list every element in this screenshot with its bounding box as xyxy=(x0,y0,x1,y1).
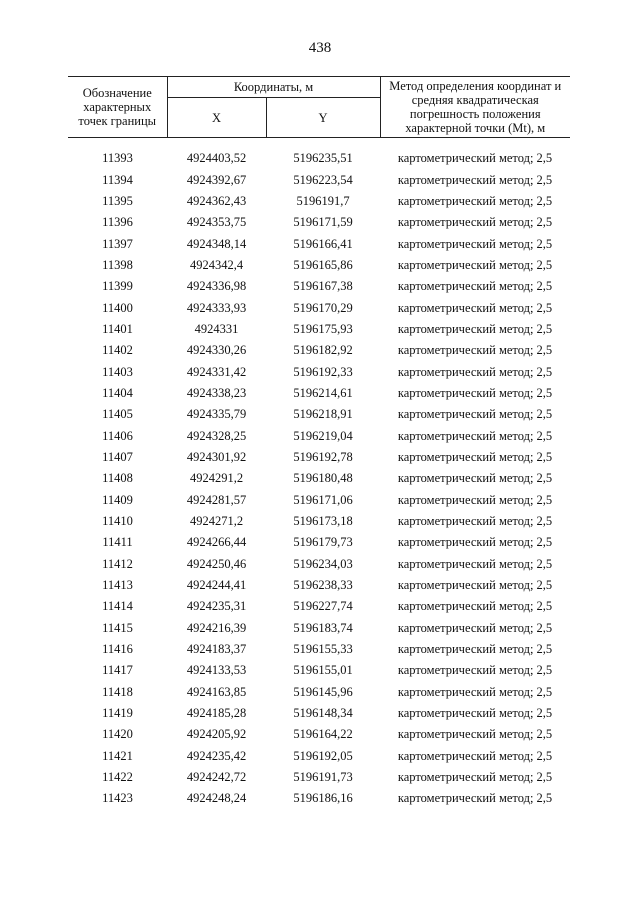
table-row xyxy=(68,575,570,596)
method-cell: картометрический метод; 2,5 xyxy=(397,364,553,379)
y-coordinate-cell: 5196155,01 xyxy=(293,663,353,678)
point-id-cell: 11420 xyxy=(102,727,133,742)
point-id-cell: 11406 xyxy=(102,428,133,443)
x-coordinate-cell: 4924163,85 xyxy=(186,684,247,699)
y-coordinate-cell: 5196191,73 xyxy=(293,770,353,785)
table-row xyxy=(68,660,570,681)
method-cell: картометрический метод; 2,5 xyxy=(397,407,553,422)
table-row xyxy=(68,233,570,254)
method-cell: картометрический метод; 2,5 xyxy=(397,257,553,272)
table-header xyxy=(68,77,570,138)
y-coordinate-cell: 5196223,54 xyxy=(293,172,353,187)
point-id-cell: 11404 xyxy=(102,385,133,400)
method-cell: картометрический метод; 2,5 xyxy=(397,449,553,464)
method-cell: картометрический метод; 2,5 xyxy=(397,343,553,358)
method-cell: картометрический метод; 2,5 xyxy=(397,706,553,721)
point-id-cell: 11393 xyxy=(102,151,133,166)
point-id-cell: 11419 xyxy=(102,706,133,721)
point-id-cell: 11402 xyxy=(102,343,133,358)
y-coordinate-cell: 5196170,29 xyxy=(293,300,353,315)
table-row xyxy=(68,618,570,639)
x-coordinate-cell: 4924242,72 xyxy=(186,770,247,785)
x-coordinate-cell: 4924362,43 xyxy=(186,193,247,208)
y-coordinate-cell: 5196234,03 xyxy=(293,556,353,571)
table-row xyxy=(68,639,570,660)
y-coordinate-cell: 5196219,04 xyxy=(293,428,353,443)
table-row xyxy=(68,703,570,724)
point-id-cell: 11399 xyxy=(102,279,133,294)
table-row xyxy=(68,425,570,446)
point-id-cell: 11409 xyxy=(102,492,133,507)
method-cell: картометрический метод; 2,5 xyxy=(397,236,553,251)
method-cell: картометрический метод; 2,5 xyxy=(397,172,553,187)
method-cell: картометрический метод; 2,5 xyxy=(397,578,553,593)
method-cell: картометрический метод; 2,5 xyxy=(397,556,553,571)
y-coordinate-cell: 5196173,18 xyxy=(293,514,353,529)
table-row xyxy=(68,169,570,190)
x-coordinate-cell: 4924266,44 xyxy=(186,535,247,550)
table-row xyxy=(68,490,570,511)
y-coordinate-cell: 5196183,74 xyxy=(293,620,353,635)
table-row xyxy=(68,255,570,276)
point-column-header: Обозначение характерных точек границы xyxy=(68,77,167,138)
method-cell: картометрический метод; 2,5 xyxy=(397,428,553,443)
table-row xyxy=(68,212,570,233)
x-coordinate-cell: 4924331 xyxy=(194,321,239,336)
table-row xyxy=(68,724,570,745)
y-coordinate-cell: 5196165,86 xyxy=(293,257,353,272)
y-coordinate-cell: 5196167,38 xyxy=(293,279,353,294)
coordinates-table xyxy=(68,76,570,810)
point-id-cell: 11410 xyxy=(102,514,133,529)
y-column-header: Y xyxy=(266,98,380,138)
point-id-cell: 11422 xyxy=(102,770,133,785)
x-coordinate-cell: 4924348,14 xyxy=(186,236,247,251)
table-row xyxy=(68,554,570,575)
table-row xyxy=(68,596,570,617)
point-id-cell: 11394 xyxy=(102,172,133,187)
x-coordinate-cell: 4924216,39 xyxy=(186,620,247,635)
point-id-cell: 11396 xyxy=(102,215,133,230)
table-row xyxy=(68,682,570,703)
x-coordinate-cell: 4924205,92 xyxy=(186,727,247,742)
coords-column-header: Координаты, м xyxy=(167,77,380,98)
table-row xyxy=(68,276,570,297)
x-coordinate-cell: 4924331,42 xyxy=(186,364,247,379)
table-row xyxy=(68,532,570,553)
method-cell: картометрический метод; 2,5 xyxy=(397,385,553,400)
method-cell: картометрический метод; 2,5 xyxy=(397,193,553,208)
x-coordinate-cell: 4924333,93 xyxy=(186,300,247,315)
y-coordinate-cell: 5196214,61 xyxy=(293,385,353,400)
x-coordinate-cell: 4924183,37 xyxy=(186,642,247,657)
point-id-cell: 11416 xyxy=(102,642,133,657)
x-coordinate-cell: 4924185,28 xyxy=(186,706,247,721)
y-coordinate-cell: 5196218,91 xyxy=(293,407,353,422)
table-row xyxy=(68,404,570,425)
x-coordinate-cell: 4924392,67 xyxy=(186,172,247,187)
table-row xyxy=(68,788,570,809)
point-id-cell: 11417 xyxy=(102,663,133,678)
x-coordinate-cell: 4924336,98 xyxy=(186,279,247,294)
method-column-header: Метод определения координат и средняя квадратическая погрешность положения характерной точки (Mt), м xyxy=(380,77,570,138)
point-id-cell: 11401 xyxy=(102,321,133,336)
method-cell: картометрический метод; 2,5 xyxy=(397,514,553,529)
y-coordinate-cell: 5196155,33 xyxy=(293,642,353,657)
point-id-cell: 11408 xyxy=(102,471,133,486)
method-cell: картометрический метод; 2,5 xyxy=(397,770,553,785)
x-coordinate-cell: 4924330,26 xyxy=(186,343,247,358)
x-coordinate-cell: 4924248,24 xyxy=(186,791,247,806)
y-coordinate-cell: 5196192,05 xyxy=(293,748,353,763)
x-coordinate-cell: 4924342,4 xyxy=(189,257,244,272)
method-cell: картометрический метод; 2,5 xyxy=(397,300,553,315)
table-row xyxy=(68,767,570,788)
method-cell: картометрический метод; 2,5 xyxy=(397,535,553,550)
point-id-cell: 11423 xyxy=(102,791,133,806)
table-row xyxy=(68,511,570,532)
x-coordinate-cell: 4924235,42 xyxy=(186,748,247,763)
table-row xyxy=(68,746,570,767)
y-coordinate-cell: 5196179,73 xyxy=(293,535,353,550)
y-coordinate-cell: 5196171,59 xyxy=(293,215,353,230)
y-coordinate-cell: 5196166,41 xyxy=(293,236,353,251)
y-coordinate-cell: 5196171,06 xyxy=(293,492,353,507)
method-cell: картометрический метод; 2,5 xyxy=(397,620,553,635)
y-coordinate-cell: 5196227,74 xyxy=(293,599,353,614)
x-coordinate-cell: 4924133,53 xyxy=(186,663,247,678)
table-row xyxy=(68,361,570,382)
y-coordinate-cell: 5196238,33 xyxy=(293,578,353,593)
y-coordinate-cell: 5196182,92 xyxy=(293,343,353,358)
x-coordinate-cell: 4924335,79 xyxy=(186,407,247,422)
point-id-cell: 11407 xyxy=(102,449,133,464)
table-row xyxy=(68,319,570,340)
method-cell: картометрический метод; 2,5 xyxy=(397,748,553,763)
y-coordinate-cell: 5196186,16 xyxy=(293,791,353,806)
point-id-cell: 11405 xyxy=(102,407,133,422)
x-coordinate-cell: 4924328,25 xyxy=(186,428,247,443)
point-id-cell: 11421 xyxy=(102,748,133,763)
method-cell: картометрический метод; 2,5 xyxy=(397,215,553,230)
table-row xyxy=(68,468,570,489)
y-coordinate-cell: 5196180,48 xyxy=(293,471,353,486)
y-coordinate-cell: 5196191,7 xyxy=(296,193,350,208)
x-coordinate-cell: 4924244,41 xyxy=(186,578,247,593)
x-column-header: X xyxy=(167,98,266,138)
method-cell: картометрический метод; 2,5 xyxy=(397,727,553,742)
y-coordinate-cell: 5196235,51 xyxy=(293,151,353,166)
y-coordinate-cell: 5196192,78 xyxy=(293,449,353,464)
method-cell: картометрический метод; 2,5 xyxy=(397,663,553,678)
method-cell: картометрический метод; 2,5 xyxy=(397,642,553,657)
y-coordinate-cell: 5196164,22 xyxy=(293,727,353,742)
x-coordinate-cell: 4924301,92 xyxy=(186,449,247,464)
table-row xyxy=(68,297,570,318)
table-row xyxy=(68,383,570,404)
method-cell: картометрический метод; 2,5 xyxy=(397,151,553,166)
x-coordinate-cell: 4924281,57 xyxy=(186,492,247,507)
table-row xyxy=(68,148,570,169)
point-id-cell: 11415 xyxy=(102,620,133,635)
point-id-cell: 11398 xyxy=(102,257,133,272)
x-coordinate-cell: 4924250,46 xyxy=(186,556,247,571)
page-number: 438 xyxy=(308,40,332,56)
x-coordinate-cell: 4924403,52 xyxy=(186,151,247,166)
y-coordinate-cell: 5196192,33 xyxy=(293,364,353,379)
x-coordinate-cell: 4924353,75 xyxy=(186,215,247,230)
method-cell: картометрический метод; 2,5 xyxy=(397,471,553,486)
table-row xyxy=(68,340,570,361)
point-id-cell: 11413 xyxy=(102,578,133,593)
x-coordinate-cell: 4924291,2 xyxy=(189,471,244,486)
method-cell: картометрический метод; 2,5 xyxy=(397,791,553,806)
x-coordinate-cell: 4924338,23 xyxy=(186,385,247,400)
method-cell: картометрический метод; 2,5 xyxy=(397,321,553,336)
method-cell: картометрический метод; 2,5 xyxy=(397,492,553,507)
point-id-cell: 11412 xyxy=(102,556,133,571)
method-cell: картометрический метод; 2,5 xyxy=(397,599,553,614)
table-row xyxy=(68,191,570,212)
table-row xyxy=(68,447,570,468)
point-id-cell: 11418 xyxy=(102,684,133,699)
point-id-cell: 11400 xyxy=(102,300,133,315)
point-id-cell: 11411 xyxy=(102,535,133,550)
method-cell: картометрический метод; 2,5 xyxy=(397,279,553,294)
point-id-cell: 11414 xyxy=(102,599,133,614)
point-id-cell: 11403 xyxy=(102,364,133,379)
y-coordinate-cell: 5196148,34 xyxy=(293,706,353,721)
method-cell: картометрический метод; 2,5 xyxy=(397,684,553,699)
point-id-cell: 11397 xyxy=(102,236,133,251)
y-coordinate-cell: 5196145,96 xyxy=(293,684,353,699)
x-coordinate-cell: 4924271,2 xyxy=(189,514,244,529)
y-coordinate-cell: 5196175,93 xyxy=(293,321,353,336)
table-body xyxy=(68,138,570,810)
point-id-cell: 11395 xyxy=(102,193,133,208)
x-coordinate-cell: 4924235,31 xyxy=(186,599,247,614)
